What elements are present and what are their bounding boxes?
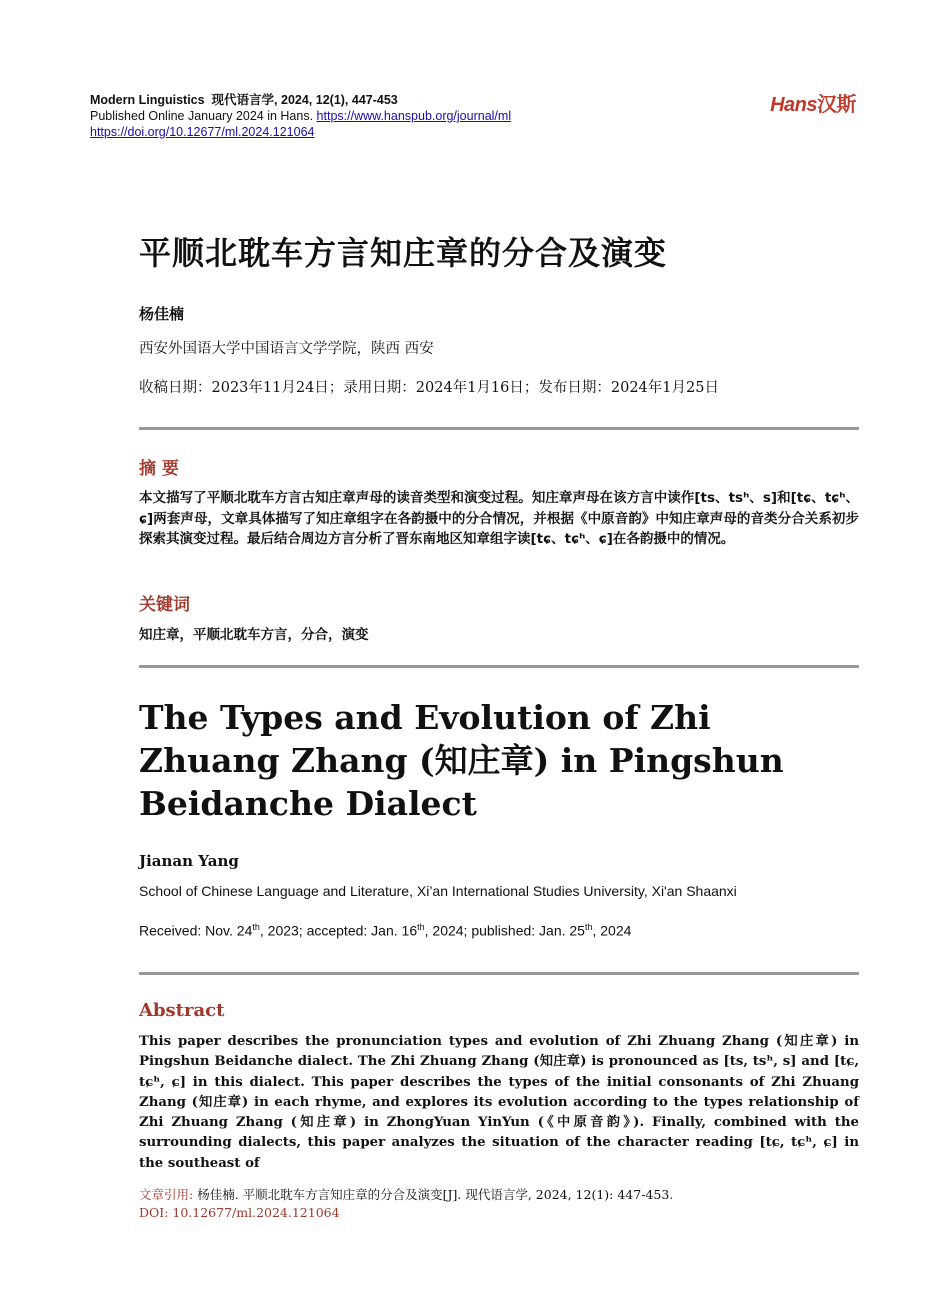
affiliation-en: School of Chinese Language and Literature, Xi’an International Studies University, Xi'an Shaanxi xyxy=(139,883,737,899)
citation-doi: DOI: 10.12677/ml.2024.121064 xyxy=(139,1205,340,1220)
divider-middle xyxy=(139,665,859,668)
divider-bottom xyxy=(139,972,859,975)
published-year: , 2024 xyxy=(592,922,632,939)
doi-url-link[interactable]: https://doi.org/10.12677/ml.2024.121064 xyxy=(90,125,315,139)
author-en: Jianan Yang xyxy=(139,852,239,870)
abstract-en: This paper describes the pronunciation types and evolution of Zhi Zhuang Zhang (知庄章) in Pingshun Beidanche dialect. The Zhi Zhuang Zhang (知庄章) is pronounced as [ts, tsʰ, s] and [tɕ, tɕʰ, ɕ] in this dialect. This paper describes the types of the initial consonants of Zhi Zhuang Zhang (知庄章) in each rhyme, and explores its evolution according to the types relationship of Zhi Zhuang Zhang (知庄章) in ZhongYuan YinYun (《中原音韵》). Finally, combined with the surrounding dialects, this paper analyzes the situation of the character reading [tɕ, tɕʰ, ɕ] in the southeast of xyxy=(139,1034,859,1171)
keywords-cn: 知庄章，平顺北耽车方言，分合，演变 xyxy=(139,627,369,643)
published-sup: th xyxy=(584,922,593,932)
citation xyxy=(139,1186,673,1222)
keywords-heading-cn: 关键词 xyxy=(139,595,190,615)
abstract-heading-en: Abstract xyxy=(139,1000,225,1021)
abstract-cn: 本文描写了平顺北耽车方言古知庄章声母的读音类型和演变过程。知庄章声母在该方言中读作[ts、tsʰ、s]和[tɕ、tɕʰ、ɕ]两套声母，文章具体描写了知庄章组字在各韵摄中的分合情况，并根据《中原音韵》中知庄章声母的音类分合关系初步探索其演变过程。最后结合周边方言分析了晋东南地区知章组字读[tɕ、tɕʰ、ɕ]在各韵摄中的情况。 xyxy=(139,490,859,547)
logo-cn: 汉斯 xyxy=(817,94,856,116)
received-date: Received: Nov. 24 xyxy=(139,922,253,939)
hans-logo xyxy=(770,88,856,117)
abstract-heading-cn: 摘 要 xyxy=(139,459,179,479)
citation-text: 杨佳楠. 平顺北耽车方言知庄章的分合及演变[J]. 现代语言学, 2024, 12(1): 447-453. xyxy=(193,1187,674,1202)
affiliation-cn: 西安外国语大学中国语言文学学院，陕西 西安 xyxy=(139,341,434,357)
logo-latin: Hans xyxy=(770,94,817,116)
journal-cn-info: 现代语言学, 2024, 12(1), 447-453 xyxy=(211,93,398,107)
journal-header xyxy=(90,92,511,140)
author-cn: 杨佳楠 xyxy=(139,305,185,323)
paper-title-en: The Types and Evolution of Zhi Zhuang Zhang (知庄章) in Pingshun Beidanche Dialect xyxy=(139,698,784,823)
dates-en xyxy=(139,922,631,939)
paper-title-cn: 平顺北耽车方言知庄章的分合及演变 xyxy=(139,234,668,272)
accepted-date: , 2023; accepted: Jan. 16 xyxy=(259,922,418,939)
published-line: Published Online January 2024 in Hans. xyxy=(90,109,314,123)
journal-name: Modern Linguistics xyxy=(90,93,205,107)
journal-url-link[interactable]: https://www.hanspub.org/journal/ml xyxy=(316,109,512,123)
citation-label: 文章引用: xyxy=(139,1187,194,1202)
dates-cn: 收稿日期：2023年11月24日；录用日期：2024年1月16日；发布日期：2024年1月25日 xyxy=(139,380,719,396)
received-sup: th xyxy=(252,922,260,932)
published-date: , 2024; published: Jan. 25 xyxy=(424,922,585,939)
accepted-sup: th xyxy=(417,922,425,932)
divider-top xyxy=(139,427,859,430)
